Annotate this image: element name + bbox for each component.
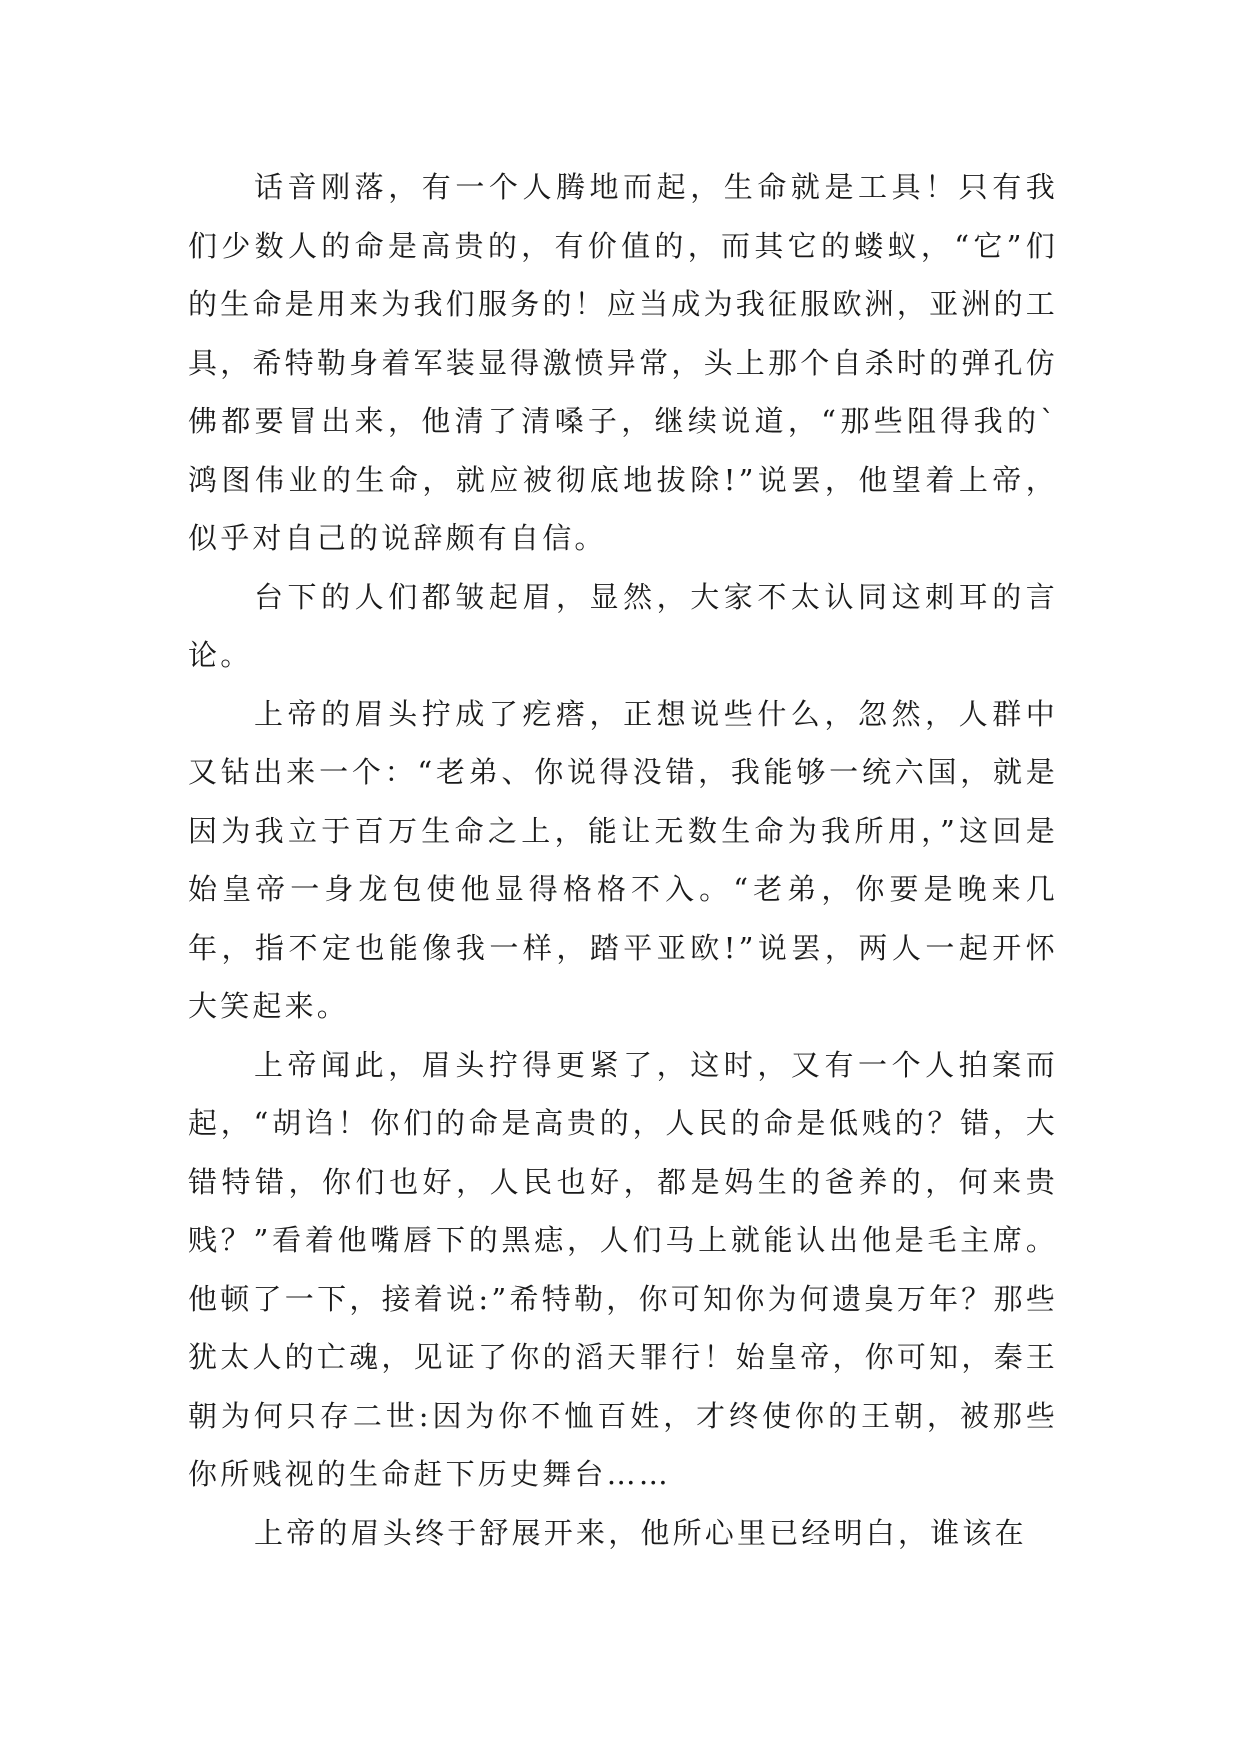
paragraph-3: 上帝的眉头拧成了疙瘩，正想说些什么，忽然，人群中又钻出来一个：“老弟、你说得没错，我能够一统六国，就是因为我立于百万生命之上，能让无数生命为我所用，”这回是始皇帝一身龙包使他显得格格不入。“老弟，你要是晚来几年，指不定也能像我一样，踏平亚欧!”说罢，两人一起开怀大笑起来。 <box>188 696 1058 1023</box>
paragraph-5: 上帝的眉头终于舒展开来，他所心里已经明白，谁该在 <box>254 1515 1027 1550</box>
document-body <box>188 158 1058 1562</box>
paragraph-4: 上帝闻此，眉头拧得更紧了，这时，又有一个人拍案而起，“胡诌！你们的命是高贵的，人民的命是低贱的？错，大错特错，你们也好，人民也好，都是妈生的爸养的，何来贵贱？”看着他嘴唇下的黑痣，人们马上就能认出他是毛主席。他顿了一下，接着说:”希特勒，你可知你为何遗臭万年？那些犹太人的亡魂，见证了你的滔天罪行！始皇帝，你可知，秦王朝为何只存二世:因为你不恤百姓，才终使你的王朝，被那些你所贱视的生命赶下历史舞台…… <box>188 1047 1058 1491</box>
paragraph-2: 台下的人们都皱起眉，显然，大家不太认同这刺耳的言论。 <box>188 579 1058 672</box>
paragraph-1: 话音刚落，有一个人腾地而起，生命就是工具！只有我们少数人的命是高贵的，有价值的，而其它的蝼蚁，“它”们的生命是用来为我们服务的！应当成为我征服欧洲，亚洲的工具，希特勒身着军装显得激愤异常，头上那个自杀时的弹孔仿佛都要冒出来，他清了清嗓子，继续说道，“那些阻得我的`鸿图伟业的生命，就应被彻底地拔除!”说罢，他望着上帝，似乎对自己的说辞颇有自信。 <box>188 170 1058 555</box>
